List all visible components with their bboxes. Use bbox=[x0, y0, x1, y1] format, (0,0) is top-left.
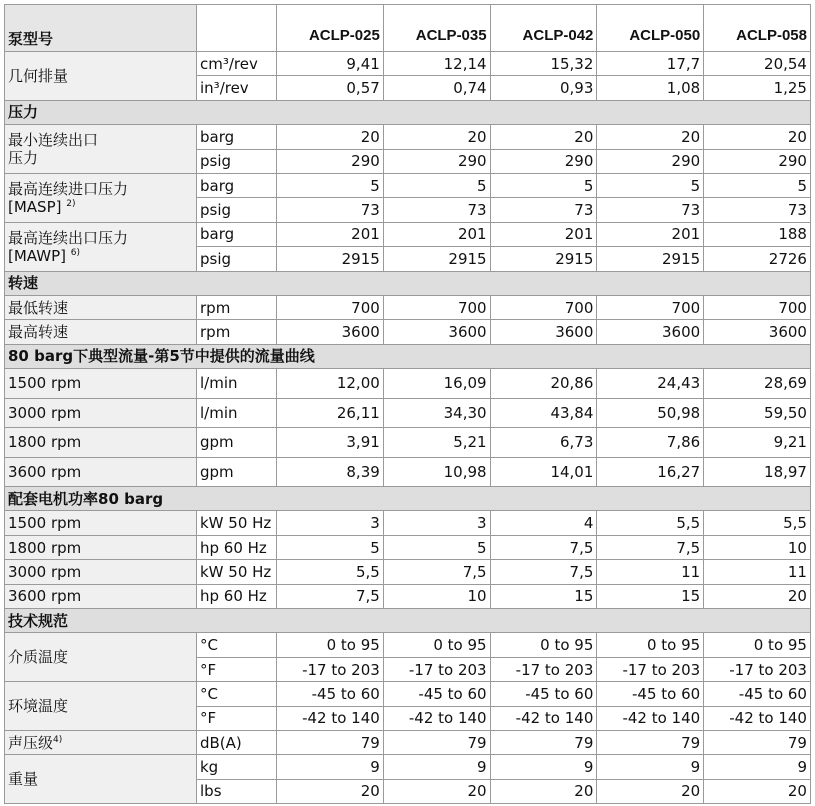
row-label bbox=[5, 125, 197, 174]
row-label bbox=[5, 511, 197, 535]
value-cell: 3 bbox=[277, 511, 384, 535]
unit-cell: °F bbox=[197, 657, 277, 681]
row-label bbox=[5, 52, 197, 101]
footnote-ref: 2) bbox=[66, 198, 76, 209]
value-cell: 290 bbox=[704, 149, 811, 173]
value-cell: 20,86 bbox=[490, 369, 597, 399]
value-cell: 188 bbox=[704, 222, 811, 246]
unit-cell: psig bbox=[197, 247, 277, 271]
section-title: 配套电机功率80 barg bbox=[5, 487, 811, 511]
unit-cell: barg bbox=[197, 125, 277, 149]
value-cell: -17 to 203 bbox=[383, 657, 490, 681]
value-cell: 20 bbox=[277, 125, 384, 149]
model-header: ACLP-042 bbox=[490, 5, 597, 52]
table-row bbox=[5, 560, 811, 584]
unit-cell: lbs bbox=[197, 779, 277, 803]
value-cell: 43,84 bbox=[490, 398, 597, 428]
unit-cell: hp 60 Hz bbox=[197, 535, 277, 559]
value-cell: 7,5 bbox=[597, 535, 704, 559]
value-cell: 0 to 95 bbox=[597, 633, 704, 657]
value-cell: 7,5 bbox=[490, 560, 597, 584]
row-label bbox=[5, 173, 197, 222]
section-row bbox=[5, 487, 811, 511]
value-cell: 20 bbox=[597, 125, 704, 149]
row-label bbox=[5, 320, 197, 344]
value-cell: 700 bbox=[597, 295, 704, 319]
value-cell: 5,5 bbox=[704, 511, 811, 535]
table-row bbox=[5, 125, 811, 149]
unit-cell: kW 50 Hz bbox=[197, 560, 277, 584]
value-cell: 9 bbox=[704, 755, 811, 779]
value-cell: 79 bbox=[704, 730, 811, 754]
value-cell: -42 to 140 bbox=[277, 706, 384, 730]
footnote-ref: 6) bbox=[70, 247, 80, 258]
value-cell: 5 bbox=[277, 535, 384, 559]
value-cell: 290 bbox=[383, 149, 490, 173]
value-cell: 2726 bbox=[704, 247, 811, 271]
value-cell: 24,43 bbox=[597, 369, 704, 399]
value-cell: 17,7 bbox=[597, 52, 704, 76]
unit-cell: hp 60 Hz bbox=[197, 584, 277, 608]
unit-cell: rpm bbox=[197, 295, 277, 319]
value-cell: 0,93 bbox=[490, 76, 597, 100]
value-cell: 26,11 bbox=[277, 398, 384, 428]
value-cell: 5 bbox=[490, 173, 597, 197]
value-cell: 201 bbox=[383, 222, 490, 246]
table-row bbox=[5, 428, 811, 458]
pressure-label-line2: [MASP] bbox=[8, 197, 62, 216]
table-row bbox=[5, 52, 811, 76]
unit-cell: dB(A) bbox=[197, 730, 277, 754]
value-cell: 59,50 bbox=[704, 398, 811, 428]
section-title: 80 barg下典型流量-第5节中提供的流量曲线 bbox=[5, 344, 811, 368]
table-row bbox=[5, 222, 811, 246]
table-row bbox=[5, 457, 811, 487]
value-cell: 1,08 bbox=[597, 76, 704, 100]
value-cell: 700 bbox=[490, 295, 597, 319]
value-cell: 9 bbox=[277, 755, 384, 779]
value-cell: 0 to 95 bbox=[383, 633, 490, 657]
table-row bbox=[5, 584, 811, 608]
value-cell: 79 bbox=[277, 730, 384, 754]
pressure-label-line2: [MAWP] bbox=[8, 246, 66, 265]
value-cell: 0,57 bbox=[277, 76, 384, 100]
value-cell: 79 bbox=[490, 730, 597, 754]
value-cell: 5 bbox=[383, 535, 490, 559]
value-cell: 290 bbox=[277, 149, 384, 173]
value-cell: 15 bbox=[597, 584, 704, 608]
value-cell: 700 bbox=[277, 295, 384, 319]
value-cell: -42 to 140 bbox=[490, 706, 597, 730]
unit-cell: °F bbox=[197, 706, 277, 730]
value-cell: 28,69 bbox=[704, 369, 811, 399]
pressure-label-line1: 最高连续进口压力 bbox=[8, 179, 129, 198]
row-label bbox=[5, 398, 197, 428]
value-cell: 12,00 bbox=[277, 369, 384, 399]
value-cell: 34,30 bbox=[383, 398, 490, 428]
unit-cell: barg bbox=[197, 173, 277, 197]
table-row bbox=[5, 682, 811, 706]
row-label bbox=[5, 369, 197, 399]
section-row bbox=[5, 609, 811, 633]
row-label bbox=[5, 295, 197, 319]
value-cell: 3600 bbox=[704, 320, 811, 344]
value-cell: 700 bbox=[704, 295, 811, 319]
value-cell: 12,14 bbox=[383, 52, 490, 76]
value-cell: 3600 bbox=[277, 320, 384, 344]
unit-cell: psig bbox=[197, 198, 277, 222]
section-row bbox=[5, 100, 811, 124]
section-row bbox=[5, 271, 811, 295]
value-cell: 2915 bbox=[490, 247, 597, 271]
value-cell: 7,5 bbox=[383, 560, 490, 584]
tech-label: 介质温度 bbox=[8, 648, 69, 667]
value-cell: 11 bbox=[597, 560, 704, 584]
value-cell: -45 to 60 bbox=[383, 682, 490, 706]
pressure-label-line1: 最高连续出口压力 bbox=[8, 228, 129, 247]
unit-cell: l/min bbox=[197, 369, 277, 399]
row-label bbox=[5, 730, 197, 754]
value-cell: 2915 bbox=[277, 247, 384, 271]
model-header: ACLP-058 bbox=[704, 5, 811, 52]
value-cell: 9,41 bbox=[277, 52, 384, 76]
value-cell: 2915 bbox=[383, 247, 490, 271]
value-cell: -17 to 203 bbox=[597, 657, 704, 681]
table-row bbox=[5, 511, 811, 535]
header-unit-cell bbox=[197, 5, 277, 52]
unit-cell: kg bbox=[197, 755, 277, 779]
value-cell: 2915 bbox=[597, 247, 704, 271]
flow-label: 3600 rpm bbox=[8, 462, 82, 481]
value-cell: 16,27 bbox=[597, 457, 704, 487]
value-cell: 16,09 bbox=[383, 369, 490, 399]
value-cell: 5 bbox=[597, 173, 704, 197]
value-cell: 201 bbox=[597, 222, 704, 246]
motor-label: 3000 rpm bbox=[8, 562, 82, 581]
table-row bbox=[5, 730, 811, 754]
value-cell: 10 bbox=[704, 535, 811, 559]
value-cell: 20 bbox=[490, 779, 597, 803]
table-row bbox=[5, 369, 811, 399]
value-cell: 290 bbox=[597, 149, 704, 173]
unit-cell: l/min bbox=[197, 398, 277, 428]
unit-cell: °C bbox=[197, 633, 277, 657]
value-cell: 20 bbox=[383, 779, 490, 803]
value-cell: 201 bbox=[277, 222, 384, 246]
value-cell: 0 to 95 bbox=[490, 633, 597, 657]
table-row bbox=[5, 398, 811, 428]
table-row bbox=[5, 173, 811, 197]
value-cell: 4 bbox=[490, 511, 597, 535]
value-cell: 20 bbox=[490, 125, 597, 149]
table-row bbox=[5, 755, 811, 779]
value-cell: 0 to 95 bbox=[704, 633, 811, 657]
section-title: 转速 bbox=[5, 271, 811, 295]
unit-cell: in³/rev bbox=[197, 76, 277, 100]
value-cell: 1,25 bbox=[704, 76, 811, 100]
value-cell: 9,21 bbox=[704, 428, 811, 458]
value-cell: 10,98 bbox=[383, 457, 490, 487]
value-cell: 20 bbox=[277, 779, 384, 803]
row-label bbox=[5, 633, 197, 682]
speed-label: 最低转速 bbox=[8, 298, 69, 317]
value-cell: 5 bbox=[277, 173, 384, 197]
value-cell: 20 bbox=[597, 779, 704, 803]
flow-label: 1500 rpm bbox=[8, 374, 82, 393]
spec-table-body bbox=[5, 5, 811, 804]
value-cell: -42 to 140 bbox=[597, 706, 704, 730]
value-cell: 8,39 bbox=[277, 457, 384, 487]
value-cell: 20 bbox=[383, 125, 490, 149]
unit-cell: rpm bbox=[197, 320, 277, 344]
value-cell: 11 bbox=[704, 560, 811, 584]
value-cell: 0,74 bbox=[383, 76, 490, 100]
table-row bbox=[5, 535, 811, 559]
row-label bbox=[5, 535, 197, 559]
value-cell: 700 bbox=[383, 295, 490, 319]
value-cell: 5,5 bbox=[277, 560, 384, 584]
value-cell: -42 to 140 bbox=[704, 706, 811, 730]
value-cell: 73 bbox=[704, 198, 811, 222]
footnote-ref: 4) bbox=[53, 734, 63, 745]
value-cell: 79 bbox=[597, 730, 704, 754]
value-cell: 20 bbox=[704, 584, 811, 608]
unit-cell: barg bbox=[197, 222, 277, 246]
value-cell: 7,5 bbox=[277, 584, 384, 608]
value-cell: -42 to 140 bbox=[383, 706, 490, 730]
row-label bbox=[5, 222, 197, 271]
value-cell: 9 bbox=[490, 755, 597, 779]
model-header: ACLP-035 bbox=[383, 5, 490, 52]
pump-model-title: 泵型号 bbox=[5, 5, 197, 52]
value-cell: 5 bbox=[704, 173, 811, 197]
tech-label: 声压级 bbox=[8, 733, 54, 752]
row-label bbox=[5, 457, 197, 487]
table-row bbox=[5, 295, 811, 319]
value-cell: 5,21 bbox=[383, 428, 490, 458]
value-cell: 79 bbox=[383, 730, 490, 754]
value-cell: -17 to 203 bbox=[490, 657, 597, 681]
pressure-label-line2: 压力 bbox=[8, 149, 39, 168]
value-cell: 20 bbox=[704, 125, 811, 149]
value-cell: 5,5 bbox=[597, 511, 704, 535]
motor-label: 1500 rpm bbox=[8, 514, 82, 533]
section-title: 技术规范 bbox=[5, 609, 811, 633]
header-row bbox=[5, 5, 811, 52]
flow-label: 3000 rpm bbox=[8, 403, 82, 422]
value-cell: -45 to 60 bbox=[704, 682, 811, 706]
value-cell: 201 bbox=[490, 222, 597, 246]
unit-cell: gpm bbox=[197, 428, 277, 458]
value-cell: 7,5 bbox=[490, 535, 597, 559]
unit-cell: gpm bbox=[197, 457, 277, 487]
value-cell: 20,54 bbox=[704, 52, 811, 76]
value-cell: 3600 bbox=[383, 320, 490, 344]
value-cell: 50,98 bbox=[597, 398, 704, 428]
unit-cell: kW 50 Hz bbox=[197, 511, 277, 535]
model-header: ACLP-025 bbox=[277, 5, 384, 52]
tech-label: 环境温度 bbox=[8, 697, 69, 716]
value-cell: -45 to 60 bbox=[490, 682, 597, 706]
value-cell: 3,91 bbox=[277, 428, 384, 458]
value-cell: 73 bbox=[490, 198, 597, 222]
value-cell: 9 bbox=[383, 755, 490, 779]
value-cell: 15 bbox=[490, 584, 597, 608]
section-title: 压力 bbox=[5, 100, 811, 124]
value-cell: 9 bbox=[597, 755, 704, 779]
value-cell: -17 to 203 bbox=[704, 657, 811, 681]
value-cell: -17 to 203 bbox=[277, 657, 384, 681]
section-row bbox=[5, 344, 811, 368]
displacement-label: 几何排量 bbox=[8, 66, 69, 85]
row-label bbox=[5, 428, 197, 458]
value-cell: 14,01 bbox=[490, 457, 597, 487]
model-header: ACLP-050 bbox=[597, 5, 704, 52]
value-cell: 3 bbox=[383, 511, 490, 535]
value-cell: 20 bbox=[704, 779, 811, 803]
value-cell: -45 to 60 bbox=[277, 682, 384, 706]
value-cell: 7,86 bbox=[597, 428, 704, 458]
table-row bbox=[5, 320, 811, 344]
value-cell: -45 to 60 bbox=[597, 682, 704, 706]
value-cell: 18,97 bbox=[704, 457, 811, 487]
pump-spec-table bbox=[4, 4, 811, 804]
value-cell: 15,32 bbox=[490, 52, 597, 76]
flow-label: 1800 rpm bbox=[8, 433, 82, 452]
value-cell: 6,73 bbox=[490, 428, 597, 458]
pressure-label-line1: 最小连续出口 bbox=[8, 131, 99, 150]
unit-cell: psig bbox=[197, 149, 277, 173]
motor-label: 3600 rpm bbox=[8, 587, 82, 606]
table-row bbox=[5, 633, 811, 657]
row-label bbox=[5, 755, 197, 804]
unit-cell: °C bbox=[197, 682, 277, 706]
value-cell: 73 bbox=[383, 198, 490, 222]
value-cell: 73 bbox=[277, 198, 384, 222]
row-label bbox=[5, 584, 197, 608]
speed-label: 最高转速 bbox=[8, 322, 69, 341]
tech-label: 重量 bbox=[8, 770, 39, 789]
motor-label: 1800 rpm bbox=[8, 538, 82, 557]
row-label bbox=[5, 560, 197, 584]
unit-cell: cm³/rev bbox=[197, 52, 277, 76]
value-cell: 10 bbox=[383, 584, 490, 608]
value-cell: 5 bbox=[383, 173, 490, 197]
row-label bbox=[5, 682, 197, 731]
value-cell: 3600 bbox=[597, 320, 704, 344]
value-cell: 0 to 95 bbox=[277, 633, 384, 657]
value-cell: 290 bbox=[490, 149, 597, 173]
value-cell: 3600 bbox=[490, 320, 597, 344]
value-cell: 73 bbox=[597, 198, 704, 222]
